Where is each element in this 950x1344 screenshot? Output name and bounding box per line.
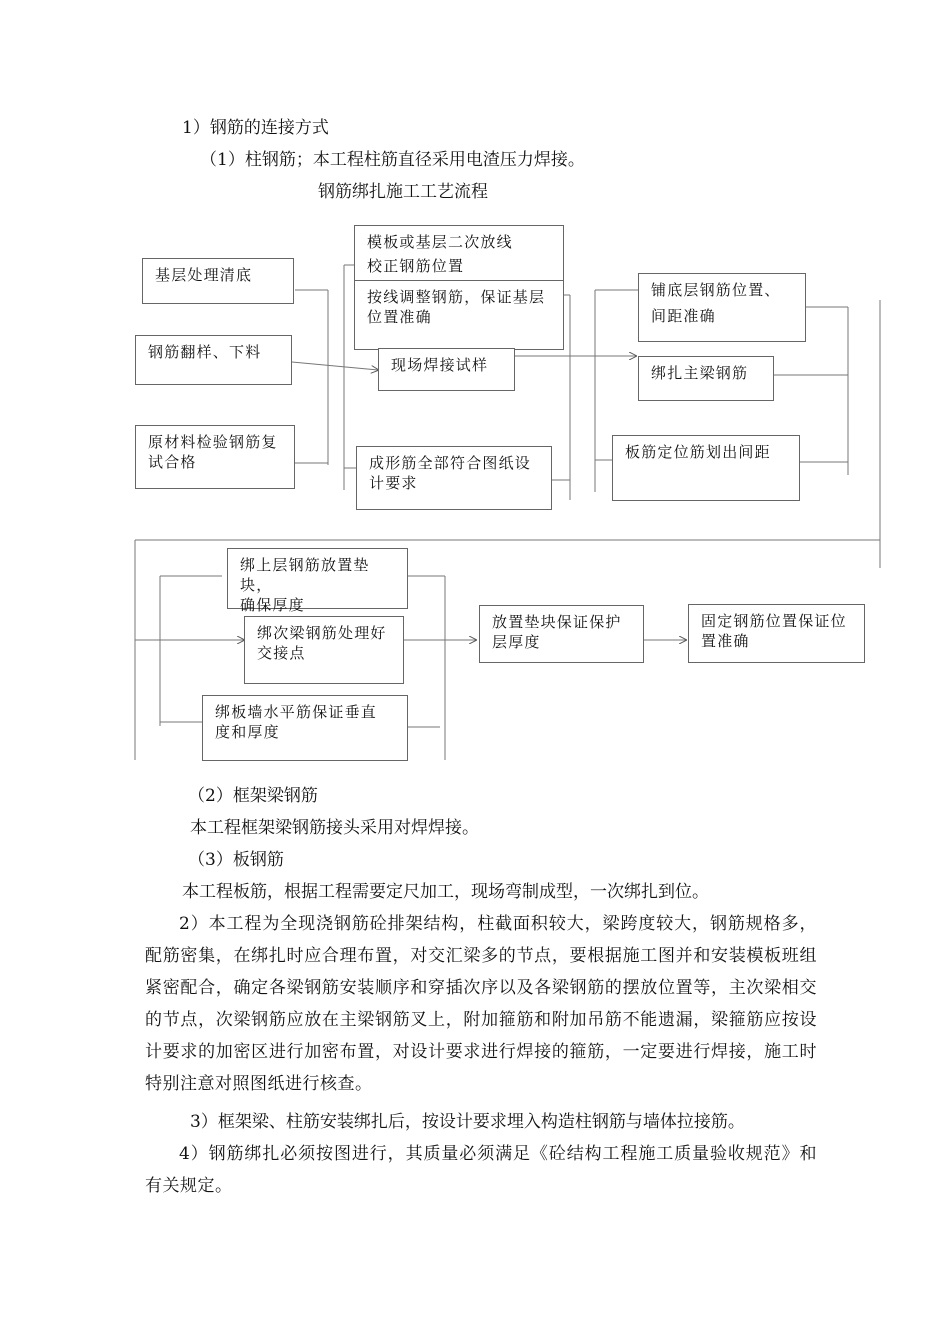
paragraph-4: 4）钢筋绑扎必须按图进行，其质量必须满足《砼结构工程施工质量验收规范》和有关规定。	[145, 1144, 817, 1196]
flow-box-bottom-rebar: 铺底层钢筋位置、 间距准确	[638, 273, 806, 342]
text-slab-rebar: 本工程板筋，根据工程需要定尺加工，现场弯制成型，一次绑扎到位。	[182, 882, 709, 902]
flow-box-spacer-block: 放置垫块保证保护 层厚度	[479, 605, 644, 663]
flow-box-adjust-rebar: 按线调整钢筋，保证基层 位置准确	[354, 280, 564, 350]
flow-box-material-test: 原材料检验钢筋复 试合格	[135, 425, 295, 489]
flow-box-slab-spacing: 板筋定位筋划出间距	[612, 435, 800, 501]
flow-box-upper-rebar: 绑上层钢筋放置垫块， 确保厚度	[227, 548, 408, 609]
heading-frame-beam: （2）框架梁钢筋	[188, 786, 318, 806]
heading-connection-method: 1）钢筋的连接方式	[182, 118, 329, 138]
flow-box-rebar-layout: 钢筋翻样、下料	[135, 335, 292, 385]
flow-box-welding-sample: 现场焊接试样	[378, 348, 515, 391]
flow-box-wall-rebar: 绑板墙水平筋保证垂直 度和厚度	[202, 695, 408, 761]
paragraph-2: 2）本工程为全现浇钢筋砼排架结构，柱截面积较大，梁跨度较大，钢筋规格多，配筋密集，在绑扎时应合理布置，对交汇梁多的节点，要根据施工图并和安装模板班组紧密配合，确定各梁钢筋安装顺序和穿插次序以及各梁钢筋的摆放位置等，主次梁相交的节点，次梁钢筋应放在主梁钢筋叉上，附加箍筋和附加吊筋不能遗漏，梁箍筋应按设计要求的加密区进行加密布置，对设计要求进行焊接的箍筋，一定要进行焊接，施工时特别注意对照图纸进行核查。	[145, 914, 817, 1094]
flow-box-base-treatment: 基层处理清底	[142, 258, 294, 304]
paragraph-3: 3）框架梁、柱筋安装绑扎后，按设计要求埋入构造柱钢筋与墙体拉接筋。	[190, 1112, 745, 1132]
flowchart-title: 钢筋绑扎施工工艺流程	[318, 182, 488, 202]
flow-box-formed-rebar: 成形筋全部符合图纸设 计要求	[356, 446, 552, 510]
flow-box-formwork-layout: 模板或基层二次放线 校正钢筋位置	[354, 225, 564, 287]
flow-box-secondary-beam: 绑次梁钢筋处理好 交接点	[244, 616, 404, 684]
heading-column-rebar: （1）柱钢筋；本工程柱筋直径采用电渣压力焊接。	[200, 150, 585, 170]
flow-box-fix-position: 固定钢筋位置保证位 置准确	[688, 604, 865, 663]
text-frame-beam: 本工程框架梁钢筋接头采用对焊焊接。	[190, 818, 479, 838]
flow-box-main-beam: 绑扎主梁钢筋	[638, 356, 774, 401]
heading-slab-rebar: （3）板钢筋	[188, 850, 284, 870]
